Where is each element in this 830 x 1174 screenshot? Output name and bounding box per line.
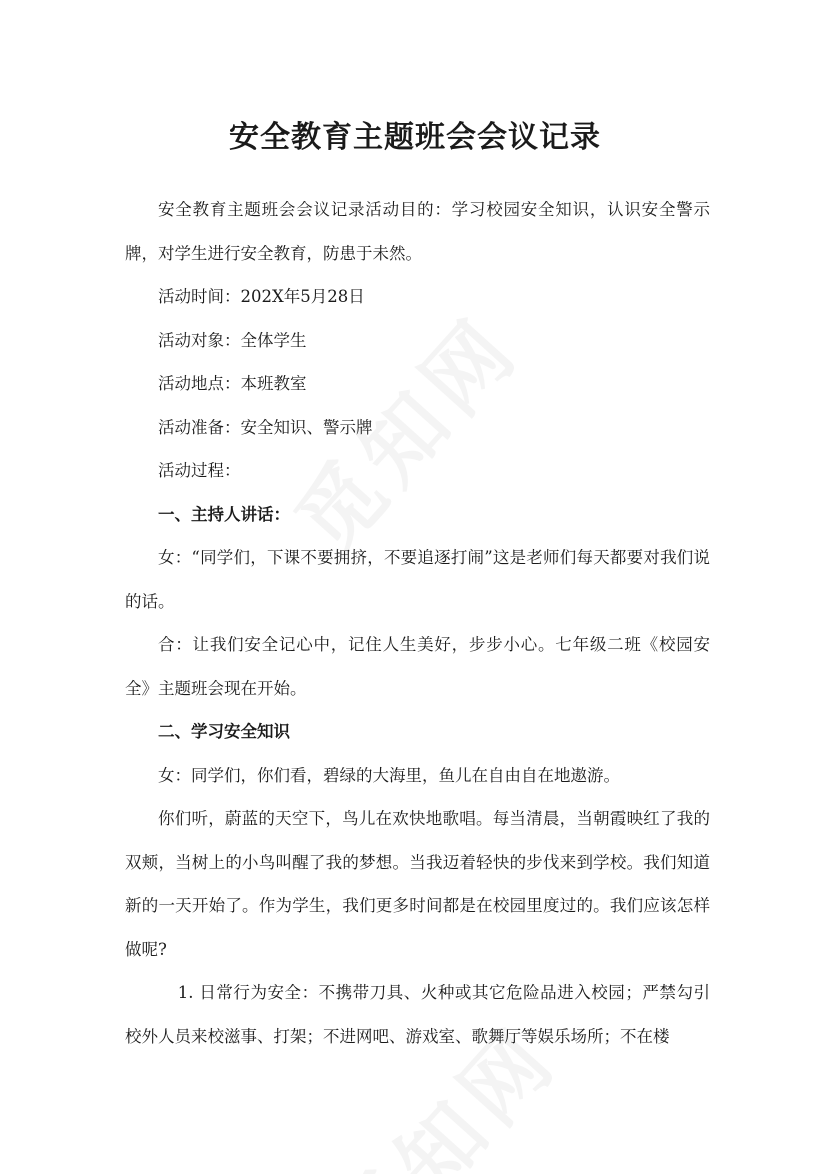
document-body	[125, 188, 710, 1058]
paragraph-together: 合：让我们安全记心中，记住人生美好，步步小心。七年级二班《校园安全》主题班会现在开始。	[125, 635, 710, 698]
paragraph-female-host: 女：“同学们，下课不要拥挤，不要追逐打闹”这是老师们每天都要对我们说的话。	[125, 548, 710, 611]
paragraph-sky: 你们听，蔚蓝的天空下，鸟儿在欢快地歌唱。每当清晨，当朝霞映红了我的双颊，当树上的小鸟叫醒了我的梦想。当我迈着轻快的步伐来到学校。我们知道新的一天开始了。作为学生，我们更多时间都是在校园里度过的。我们应该怎样做呢?	[125, 809, 710, 959]
paragraph-purpose: 安全教育主题班会会议记录活动目的：学习校园安全知识，认识安全警示牌，对学生进行安全教育，防患于未然。	[125, 200, 710, 263]
section-heading-host-speech: 一、主持人讲话：	[158, 504, 290, 524]
paragraph-location: 活动地点：本班教室	[158, 374, 307, 393]
section-heading-safety-knowledge: 二、学习安全知识	[158, 722, 290, 741]
list-item-daily-safety: 1. 日常行为安全：不携带刀具、火种或其它危险品进入校园；严禁勾引校外人员来校滋事、打架；不进网吧、游戏室、歌舞厅等娱乐场所；不在楼	[125, 983, 710, 1046]
page-title: 安全教育主题班会会议记录	[229, 120, 601, 155]
paragraph-process: 活动过程：	[158, 461, 241, 480]
paragraph-preparation: 活动准备：安全知识、警示牌	[158, 417, 373, 437]
paragraph-ocean: 女：同学们，你们看，碧绿的大海里，鱼儿在自由自在地遨游。	[158, 765, 620, 785]
paragraph-time: 活动时间：202X年5月28日	[158, 287, 365, 306]
paragraph-audience: 活动对象：全体学生	[158, 330, 307, 350]
